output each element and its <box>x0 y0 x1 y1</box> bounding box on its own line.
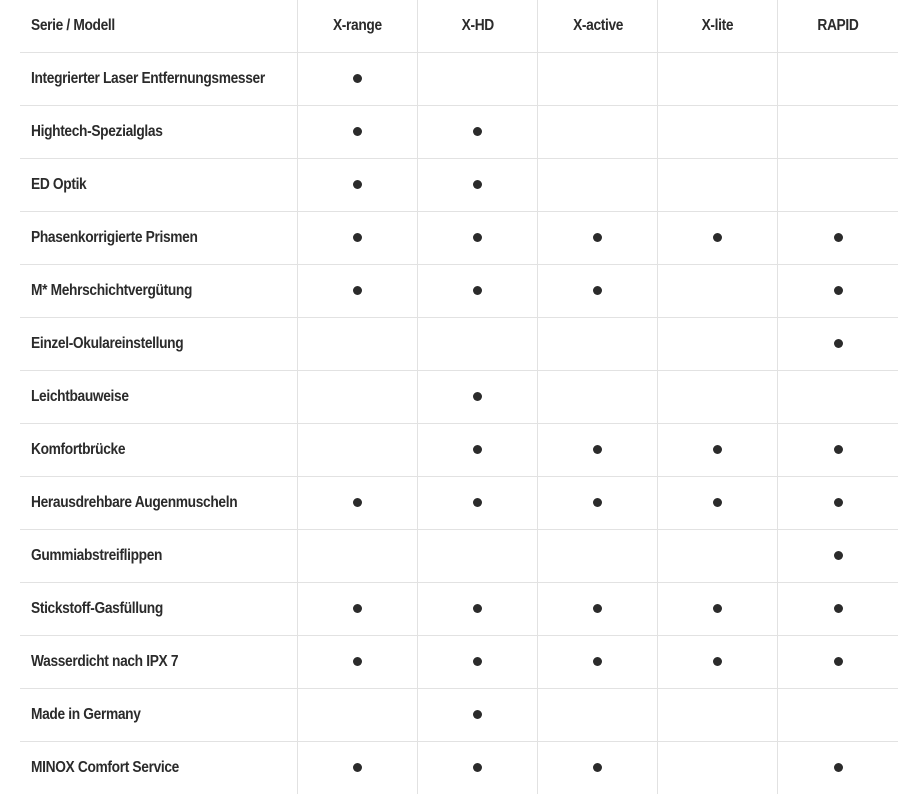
table-row <box>20 477 898 530</box>
bullet-dot-icon <box>834 233 843 242</box>
availability-cell <box>538 318 658 371</box>
bullet-dot-icon <box>473 233 482 242</box>
table-row <box>20 371 898 424</box>
availability-cell <box>297 689 417 742</box>
feature-label: Hightech-Spezialglas <box>31 123 163 140</box>
header-model-label: X-HD <box>461 17 494 34</box>
bullet-dot-icon <box>593 604 602 613</box>
feature-label: Stickstoff-Gasfüllung <box>31 600 163 617</box>
feature-label: Herausdrehbare Augenmuscheln <box>31 494 238 511</box>
table-row <box>20 689 898 742</box>
availability-cell <box>297 742 417 795</box>
bullet-dot-icon <box>834 498 843 507</box>
availability-cell <box>538 106 658 159</box>
availability-cell <box>417 477 537 530</box>
availability-cell <box>538 742 658 795</box>
availability-cell <box>658 53 778 106</box>
availability-cell <box>417 636 537 689</box>
feature-comparison-table <box>20 0 898 794</box>
availability-cell <box>778 424 898 477</box>
availability-cell <box>297 583 417 636</box>
feature-cell <box>20 106 297 159</box>
availability-cell <box>778 689 898 742</box>
bullet-dot-icon <box>473 445 482 454</box>
bullet-dot-icon <box>713 604 722 613</box>
bullet-dot-icon <box>713 445 722 454</box>
table-row <box>20 212 898 265</box>
feature-label: MINOX Comfort Service <box>31 759 180 776</box>
table-row <box>20 318 898 371</box>
availability-cell <box>297 530 417 583</box>
availability-cell <box>417 53 537 106</box>
feature-cell <box>20 53 297 106</box>
availability-cell <box>297 53 417 106</box>
availability-cell <box>417 742 537 795</box>
availability-cell <box>417 318 537 371</box>
availability-cell <box>417 106 537 159</box>
availability-cell <box>297 159 417 212</box>
availability-cell <box>538 159 658 212</box>
availability-cell <box>538 371 658 424</box>
availability-cell <box>538 424 658 477</box>
feature-label: Integrierter Laser Entfernungsmesser <box>31 70 265 87</box>
bullet-dot-icon <box>473 286 482 295</box>
availability-cell <box>778 212 898 265</box>
availability-cell <box>417 371 537 424</box>
bullet-dot-icon <box>353 127 362 136</box>
availability-cell <box>658 530 778 583</box>
availability-cell <box>658 371 778 424</box>
bullet-dot-icon <box>834 604 843 613</box>
availability-cell <box>538 53 658 106</box>
bullet-dot-icon <box>834 286 843 295</box>
availability-cell <box>778 53 898 106</box>
feature-cell <box>20 159 297 212</box>
table-header-row <box>20 0 898 53</box>
feature-cell <box>20 636 297 689</box>
header-model-rapid <box>778 0 898 53</box>
availability-cell <box>778 742 898 795</box>
availability-cell <box>417 583 537 636</box>
bullet-dot-icon <box>353 657 362 666</box>
bullet-dot-icon <box>473 604 482 613</box>
availability-cell <box>538 689 658 742</box>
availability-cell <box>297 477 417 530</box>
feature-comparison-table-container <box>20 0 898 794</box>
feature-cell <box>20 318 297 371</box>
availability-cell <box>417 689 537 742</box>
feature-cell <box>20 424 297 477</box>
bullet-dot-icon <box>834 763 843 772</box>
availability-cell <box>778 530 898 583</box>
availability-cell <box>658 689 778 742</box>
feature-label: Komfortbrücke <box>31 441 126 458</box>
bullet-dot-icon <box>473 127 482 136</box>
header-model-label: X-lite <box>701 17 734 34</box>
feature-label: M* Mehrschichtvergütung <box>31 282 193 299</box>
feature-cell <box>20 742 297 795</box>
availability-cell <box>658 212 778 265</box>
availability-cell <box>658 106 778 159</box>
table-row <box>20 636 898 689</box>
feature-cell <box>20 371 297 424</box>
feature-label: Made in Germany <box>31 706 141 723</box>
header-model-x-active <box>538 0 658 53</box>
bullet-dot-icon <box>834 339 843 348</box>
availability-cell <box>417 530 537 583</box>
bullet-dot-icon <box>473 180 482 189</box>
bullet-dot-icon <box>593 445 602 454</box>
availability-cell <box>417 159 537 212</box>
availability-cell <box>417 212 537 265</box>
availability-cell <box>658 159 778 212</box>
availability-cell <box>538 212 658 265</box>
table-row <box>20 106 898 159</box>
availability-cell <box>538 583 658 636</box>
availability-cell <box>658 318 778 371</box>
feature-label: Leichtbauweise <box>31 388 129 405</box>
feature-cell <box>20 583 297 636</box>
bullet-dot-icon <box>593 763 602 772</box>
bullet-dot-icon <box>593 657 602 666</box>
availability-cell <box>778 371 898 424</box>
availability-cell <box>417 424 537 477</box>
availability-cell <box>778 477 898 530</box>
bullet-dot-icon <box>353 763 362 772</box>
bullet-dot-icon <box>473 498 482 507</box>
bullet-dot-icon <box>353 74 362 83</box>
availability-cell <box>778 159 898 212</box>
availability-cell <box>297 106 417 159</box>
feature-cell <box>20 689 297 742</box>
feature-cell <box>20 530 297 583</box>
availability-cell <box>778 318 898 371</box>
availability-cell <box>538 636 658 689</box>
feature-cell <box>20 477 297 530</box>
bullet-dot-icon <box>473 392 482 401</box>
table-body <box>20 53 898 795</box>
bullet-dot-icon <box>834 445 843 454</box>
bullet-dot-icon <box>353 233 362 242</box>
table-row <box>20 159 898 212</box>
bullet-dot-icon <box>593 286 602 295</box>
feature-label: Wasserdicht nach IPX 7 <box>31 653 179 670</box>
header-series-model-label: Serie / Modell <box>31 17 115 34</box>
header-series-model <box>20 0 297 53</box>
bullet-dot-icon <box>473 710 482 719</box>
bullet-dot-icon <box>473 657 482 666</box>
bullet-dot-icon <box>353 604 362 613</box>
header-model-label: RAPID <box>817 17 859 34</box>
header-model-x-hd <box>417 0 537 53</box>
availability-cell <box>538 265 658 318</box>
bullet-dot-icon <box>593 498 602 507</box>
availability-cell <box>297 318 417 371</box>
bullet-dot-icon <box>353 180 362 189</box>
availability-cell <box>658 636 778 689</box>
table-row <box>20 53 898 106</box>
feature-cell <box>20 212 297 265</box>
availability-cell <box>297 636 417 689</box>
availability-cell <box>297 265 417 318</box>
bullet-dot-icon <box>713 233 722 242</box>
availability-cell <box>658 583 778 636</box>
table-row <box>20 583 898 636</box>
bullet-dot-icon <box>353 498 362 507</box>
table-row <box>20 742 898 795</box>
bullet-dot-icon <box>713 657 722 666</box>
bullet-dot-icon <box>713 498 722 507</box>
bullet-dot-icon <box>353 286 362 295</box>
feature-label: ED Optik <box>31 176 87 193</box>
table-row <box>20 265 898 318</box>
availability-cell <box>778 106 898 159</box>
availability-cell <box>297 371 417 424</box>
table-row <box>20 424 898 477</box>
feature-label: Phasenkorrigierte Prismen <box>31 229 198 246</box>
bullet-dot-icon <box>593 233 602 242</box>
header-model-x-range <box>297 0 417 53</box>
feature-label: Einzel-Okulareinstellung <box>31 335 184 352</box>
availability-cell <box>778 265 898 318</box>
availability-cell <box>297 424 417 477</box>
availability-cell <box>658 265 778 318</box>
availability-cell <box>658 742 778 795</box>
availability-cell <box>658 477 778 530</box>
header-model-label: X-active <box>572 17 623 34</box>
feature-label: Gummiabstreiflippen <box>31 547 163 564</box>
table-row <box>20 530 898 583</box>
availability-cell <box>417 265 537 318</box>
availability-cell <box>778 583 898 636</box>
header-model-x-lite <box>658 0 778 53</box>
availability-cell <box>538 477 658 530</box>
bullet-dot-icon <box>834 551 843 560</box>
availability-cell <box>658 424 778 477</box>
bullet-dot-icon <box>834 657 843 666</box>
availability-cell <box>297 212 417 265</box>
bullet-dot-icon <box>473 763 482 772</box>
header-model-label: X-range <box>332 17 382 34</box>
availability-cell <box>778 636 898 689</box>
availability-cell <box>538 530 658 583</box>
feature-cell <box>20 265 297 318</box>
